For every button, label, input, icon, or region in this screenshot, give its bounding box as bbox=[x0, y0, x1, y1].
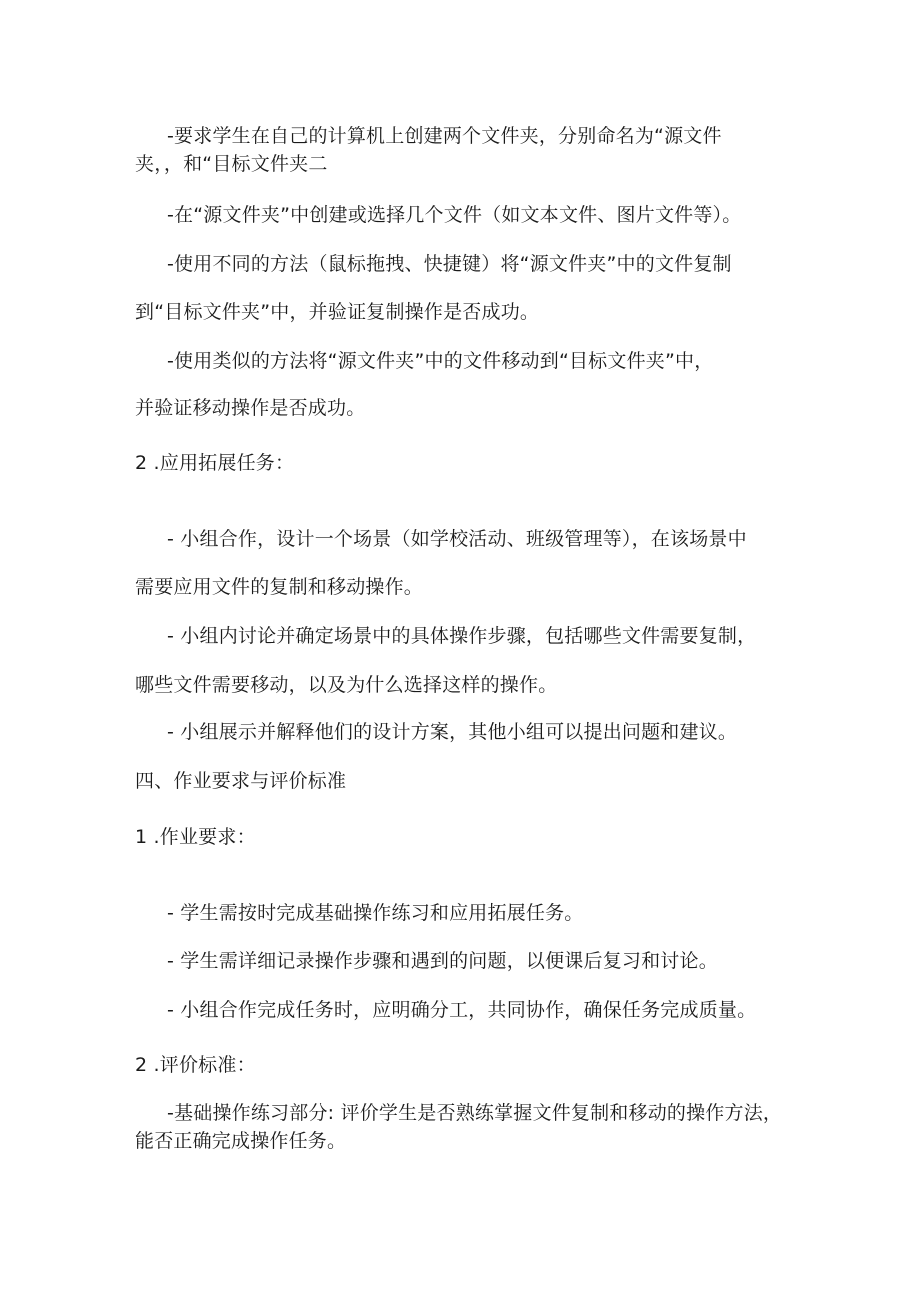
section-heading: 2 .评价标准： bbox=[135, 1054, 256, 1076]
paragraph-line: 哪些文件需要移动，以及为什么选择这样的操作。 bbox=[135, 674, 558, 696]
paragraph-line: -使用不同的方法（鼠标拖拽、快捷键）将“源文件夹”中的文件复制 bbox=[167, 253, 732, 275]
paragraph-line: 能否正确完成操作任务。 bbox=[135, 1130, 347, 1152]
paragraph-line: 夹，，和“目标文件夹二 bbox=[135, 153, 328, 175]
paragraph-line: -在“源文件夹”中创建或选择几个文件（如文本文件、图片文件等）。 bbox=[167, 204, 742, 226]
section-heading: 2 .应用拓展任务： bbox=[135, 452, 295, 474]
paragraph-line: -基础操作练习部分: 评价学生是否熟练掌握文件复制和移动的操作方法， bbox=[167, 1102, 783, 1124]
section-heading: 四、作业要求与评价标准 bbox=[135, 770, 347, 792]
paragraph-line: - 学生需按时完成基础操作练习和应用拓展任务。 bbox=[167, 902, 584, 924]
paragraph-line: 到“目标文件夹”中，并验证复制操作是否成功。 bbox=[135, 301, 540, 323]
paragraph-line: - 小组合作完成任务时，应明确分工，共同协作，确保任务完成质量。 bbox=[167, 999, 757, 1021]
paragraph-line: -要求学生在自己的计算机上创建两个文件夹，分别命名为“源文件 bbox=[167, 125, 722, 147]
paragraph-line: - 小组内讨论并确定场景中的具体操作步骤，包括哪些文件需要复制， bbox=[167, 625, 757, 647]
paragraph-line: - 学生需详细记录操作步骤和遇到的问题，以便课后复习和讨论。 bbox=[167, 950, 718, 972]
paragraph-line: - 小组合作，设计一个场景（如学校活动、班级管理等），在该场景中 bbox=[167, 528, 747, 550]
paragraph-line: 需要应用文件的复制和移动操作。 bbox=[135, 576, 424, 598]
paragraph-line: - 小组展示并解释他们的设计方案，其他小组可以提出问题和建议。 bbox=[167, 721, 738, 743]
paragraph-line: 并验证移动操作是否成功。 bbox=[135, 397, 366, 419]
paragraph-line: -使用类似的方法将“源文件夹”中的文件移动到“目标文件夹”中， bbox=[167, 350, 714, 372]
section-heading: 1 .作业要求： bbox=[135, 826, 256, 848]
